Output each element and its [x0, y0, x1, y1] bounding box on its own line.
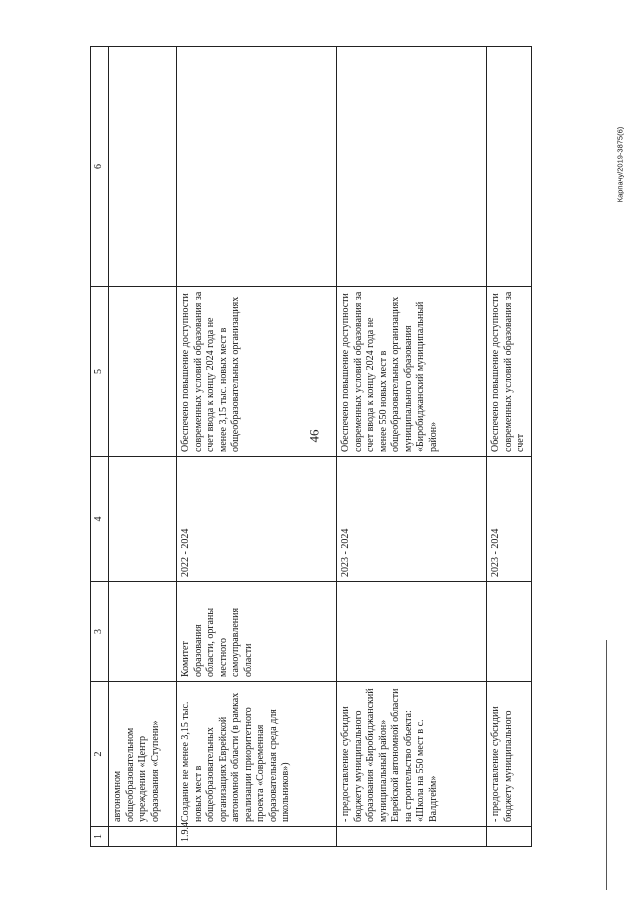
cell-activity: Создание не менее 3,15 тыс. новых мест в общеобразовательных организациях Еврейской автономной области (в рамках реализации приоритетного проекта «Современная образовательная среда для школьников») — [177, 682, 337, 827]
cell-period — [109, 457, 177, 582]
cell-note — [109, 47, 177, 287]
cell-result — [109, 287, 177, 457]
header-row — [91, 47, 109, 847]
cell-note — [487, 47, 532, 287]
header-cell: 4 — [91, 457, 109, 582]
rotated-table-container — [90, 47, 530, 847]
header-cell: 6 — [91, 47, 109, 287]
table-row — [487, 47, 532, 847]
cell-responsible: Комитет образования области, органы местного самоуправления области — [177, 582, 337, 682]
cell-number — [337, 827, 487, 847]
page-number: 46 — [306, 429, 322, 443]
cell-responsible — [487, 582, 532, 682]
cell-note — [177, 47, 337, 287]
cell-activity: - предоставление субсидии бюджету муниципального образования «Биробиджанский муниципальный район» Еврейской автономной области на строительство объекта: «Школа на 550 мест в с. Валдгейм» — [337, 682, 487, 827]
cell-number: 1.9.4 — [177, 827, 337, 847]
cell-activity: - предоставление субсидии бюджету муниципального — [487, 682, 532, 827]
cell-responsible — [337, 582, 487, 682]
cell-number — [487, 827, 532, 847]
header-cell: 2 — [91, 682, 109, 827]
program-table — [90, 46, 532, 847]
cell-activity: автономном общеобразовательном учреждении «Центр образования «Ступени» — [109, 682, 177, 827]
cell-responsible — [109, 582, 177, 682]
table-row — [177, 47, 337, 847]
cell-result: Обеспечено повышение доступности современных условий образования за счет ввода к концу 2024 года не менее 3,15 тыс. новых мест в общеобразовательных организациях — [177, 287, 337, 457]
cell-result: Обеспечено повышение доступности современных условий образования за счет ввода к концу 2024 года не менее 550 новых мест в общеобразовательных организациях муниципального образования «Биробиджанский муниципальный район» — [337, 287, 487, 457]
cell-note — [337, 47, 487, 287]
cell-number — [109, 827, 177, 847]
table-row — [337, 47, 487, 847]
cell-result: Обеспечено повышение доступности современных условий образования за счет — [487, 287, 532, 457]
margin-line — [606, 640, 607, 890]
header-cell: 5 — [91, 287, 109, 457]
cell-period: 2022 - 2024 — [177, 457, 337, 582]
document-code: Карпачу/2019-3875(6) — [615, 126, 625, 203]
header-cell: 1 — [91, 827, 109, 847]
cell-period: 2023 - 2024 — [337, 457, 487, 582]
cell-period: 2023 - 2024 — [487, 457, 532, 582]
header-cell: 3 — [91, 582, 109, 682]
table-row — [109, 47, 177, 847]
